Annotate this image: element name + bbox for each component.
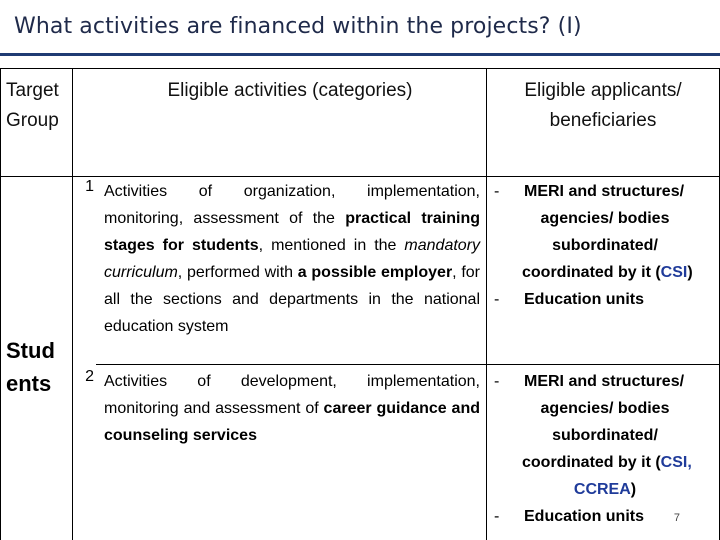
table-row-divider — [96, 364, 720, 365]
title-underline — [0, 53, 720, 56]
table-border-left — [0, 68, 1, 540]
header-target-group: Target Group — [6, 80, 59, 131]
page-title: What activities are financed within the projects? (I) — [14, 14, 582, 39]
table-divider-activities — [486, 68, 487, 540]
row-number: 2 — [85, 368, 94, 385]
header-beneficiaries: Eligible applicants/ beneficiaries — [524, 80, 682, 131]
table-border-top — [0, 68, 720, 69]
activity-text: Activities of development, implementation, monitoring and assessment of career guidance and counseling services — [104, 373, 480, 444]
activity-text: Activities of organization, implementation, monitoring, assessment of the practical training stages for students, mentioned in the mandatory curriculum, performed with a possible employer, for all the sections and departments in the national education system — [104, 183, 481, 335]
row-number: 1 — [85, 178, 94, 195]
target-group-students: Stud ents — [6, 338, 55, 396]
page-number: 7 — [673, 512, 680, 524]
beneficiaries-list: - MERI and structures/ agencies/ bodies subordinated/ coordinated by it (CSI) - Education units — [494, 183, 693, 308]
beneficiaries-list: - MERI and structures/ agencies/ bodies subordinated/ coordinated by it (CSI, CCREA) - Education units — [494, 373, 692, 525]
header-activities: Eligible activities (categories) — [167, 80, 413, 101]
table-header-divider — [0, 176, 720, 177]
table-divider-group — [72, 68, 73, 540]
activities-table — [0, 68, 720, 540]
